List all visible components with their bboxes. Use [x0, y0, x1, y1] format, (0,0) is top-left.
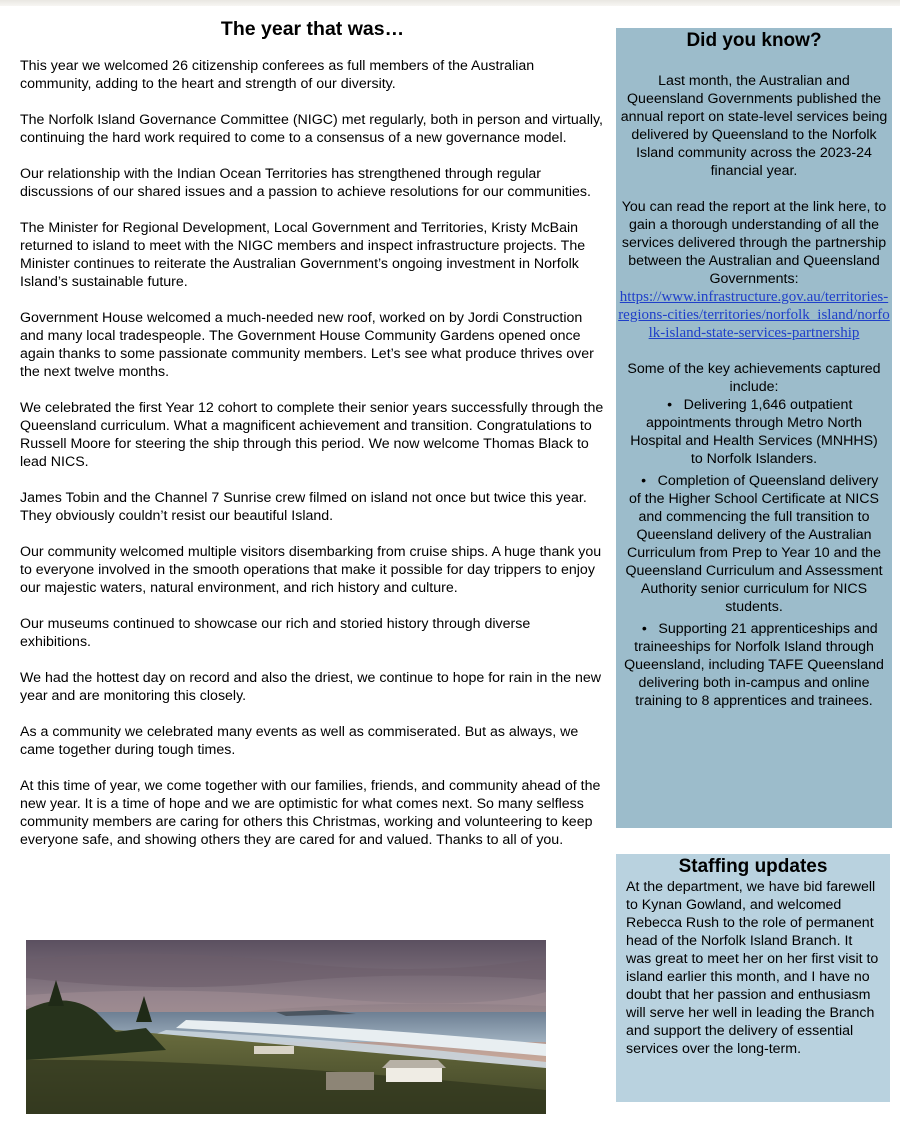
- report-link[interactable]: https://www.infrastructure.gov.au/territories-regions-cities/territories/norfolk_island/norfolk-island-state-services-partnership: [618, 289, 890, 341]
- main-article: [20, 18, 605, 867]
- paragraph-cruise: Our community welcomed multiple visitors disembarking from cruise ships. A huge thank you to everyone involved in the smooth operations that make it possible for day trippers to enjoy our majestic waters, natural environment, and rich history and culture.: [20, 544, 602, 596]
- paragraph-year12: We celebrated the first Year 12 cohort to complete their senior years successfully through the Queensland curriculum. What a magnificent achievement and transition. Congratulations to Russell Moore for steering the ship through this period. We now welcome Thomas Black to lead NICS.: [20, 400, 604, 470]
- paragraph-season: At this time of year, we come together with our families, friends, and community ahead of the new year. It is a time of hope and we are optimistic for what comes next. So many selfless community members are caring for others this Christmas, working and volunteering to keep everyone safe, and showing others they are cared for and valued. Thanks to all of you.: [20, 778, 601, 848]
- paragraph-minister: The Minister for Regional Development, Local Government and Territories, Kristy McBain returned to island to meet with the NIGC members and inspect infrastructure projects. The Minister continues to reiterate the Australian Government’s ongoing investment in Norfolk Island’s sustainable future.: [20, 220, 586, 290]
- coastline-photo: [26, 940, 546, 1114]
- coastline-photo-drawing: [26, 940, 546, 1114]
- list-item: [624, 620, 884, 710]
- did-you-know-panel: [616, 28, 892, 828]
- staffing-updates-title: Staffing updates: [678, 856, 828, 877]
- list-item: [624, 472, 884, 616]
- paragraph-community: As a community we celebrated many events as well as commiserated. But as always, we came together during tough times.: [20, 724, 579, 758]
- staffing-updates-panel: [616, 854, 890, 1102]
- bullet-icon: •: [641, 621, 647, 637]
- paragraph-citizenship: This year we welcomed 26 citizenship conferees as full members of the Australian community, adding to the heart and strength of our diversity.: [20, 58, 535, 92]
- top-strip: [0, 0, 900, 6]
- achievement-text: Delivering 1,646 outpatient appointments through Metro North Hospital and Health Services (MNHHS) to Norfolk Islanders.: [630, 397, 878, 467]
- achievement-text: Supporting 21 apprenticeships and traineeships for Norfolk Island through Queensland, including TAFE Queensland delivering both in-campus and online training to 8 apprentices and trainees.: [624, 621, 884, 709]
- did-you-know-read-more: You can read the report at the link here, to gain a thorough understanding of all the services delivered through the partnership between the Australian and Queensland Governments:: [621, 199, 887, 287]
- paragraph-sunrise: James Tobin and the Channel 7 Sunrise crew filmed on island not once but twice this year. They obviously couldn’t resist our beautiful Island.: [20, 490, 587, 524]
- paragraph-nigc: The Norfolk Island Governance Committee (NIGC) met regularly, both in person and virtually, continuing the hard work required to come to a consensus of a new governance model.: [20, 112, 603, 146]
- staffing-updates-text: At the department, we have bid farewell to Kynan Gowland, and welcomed Rebecca Rush to the role of permanent head of the Norfolk Island Branch. It was great to meet her on her first visit to island earlier this month, and I have no doubt that her passion and enthusiasm will serve her well in leading the Branch and support the delivery of essential services over the long-term.: [626, 879, 879, 1057]
- paragraph-weather: We had the hottest day on record and also the driest, we continue to hope for rain in the new year and are monitoring this closely.: [20, 670, 602, 704]
- achievement-text: Completion of Queensland delivery of the Higher School Certificate at NICS and commencing the full transition to Queensland delivery of the Australian Curriculum from Prep to Year 10 and the Queensland Curriculum and Assessment Authority senior curriculum for NICS students.: [625, 473, 883, 615]
- achievements-heading: Some of the key achievements captured include:: [627, 361, 881, 395]
- achievements-list: [618, 396, 890, 710]
- paragraph-iot: Our relationship with the Indian Ocean Territories has strengthened through regular discussions of our shared issues and a passion to achieve resolutions for our communities.: [20, 166, 591, 200]
- did-you-know-intro: Last month, the Australian and Queensland Governments published the annual report on state-level services being delivered by Queensland to the Norfolk Island community across the 2023-24 financial year.: [620, 73, 888, 179]
- paragraph-museums: Our museums continued to showcase our rich and storied history through diverse exhibitions.: [20, 616, 531, 650]
- list-item: [624, 396, 884, 468]
- article-title: The year that was…: [220, 18, 405, 40]
- bullet-icon: •: [667, 397, 673, 413]
- did-you-know-title: Did you know?: [686, 30, 822, 51]
- paragraph-government-house: Government House welcomed a much-needed new roof, worked on by Jordi Construction and many local tradespeople. The Government House Community Gardens opened once again thanks to some passionate community members. Let’s see what produce thrives over the next twelve months.: [20, 310, 594, 380]
- bullet-icon: •: [641, 473, 647, 489]
